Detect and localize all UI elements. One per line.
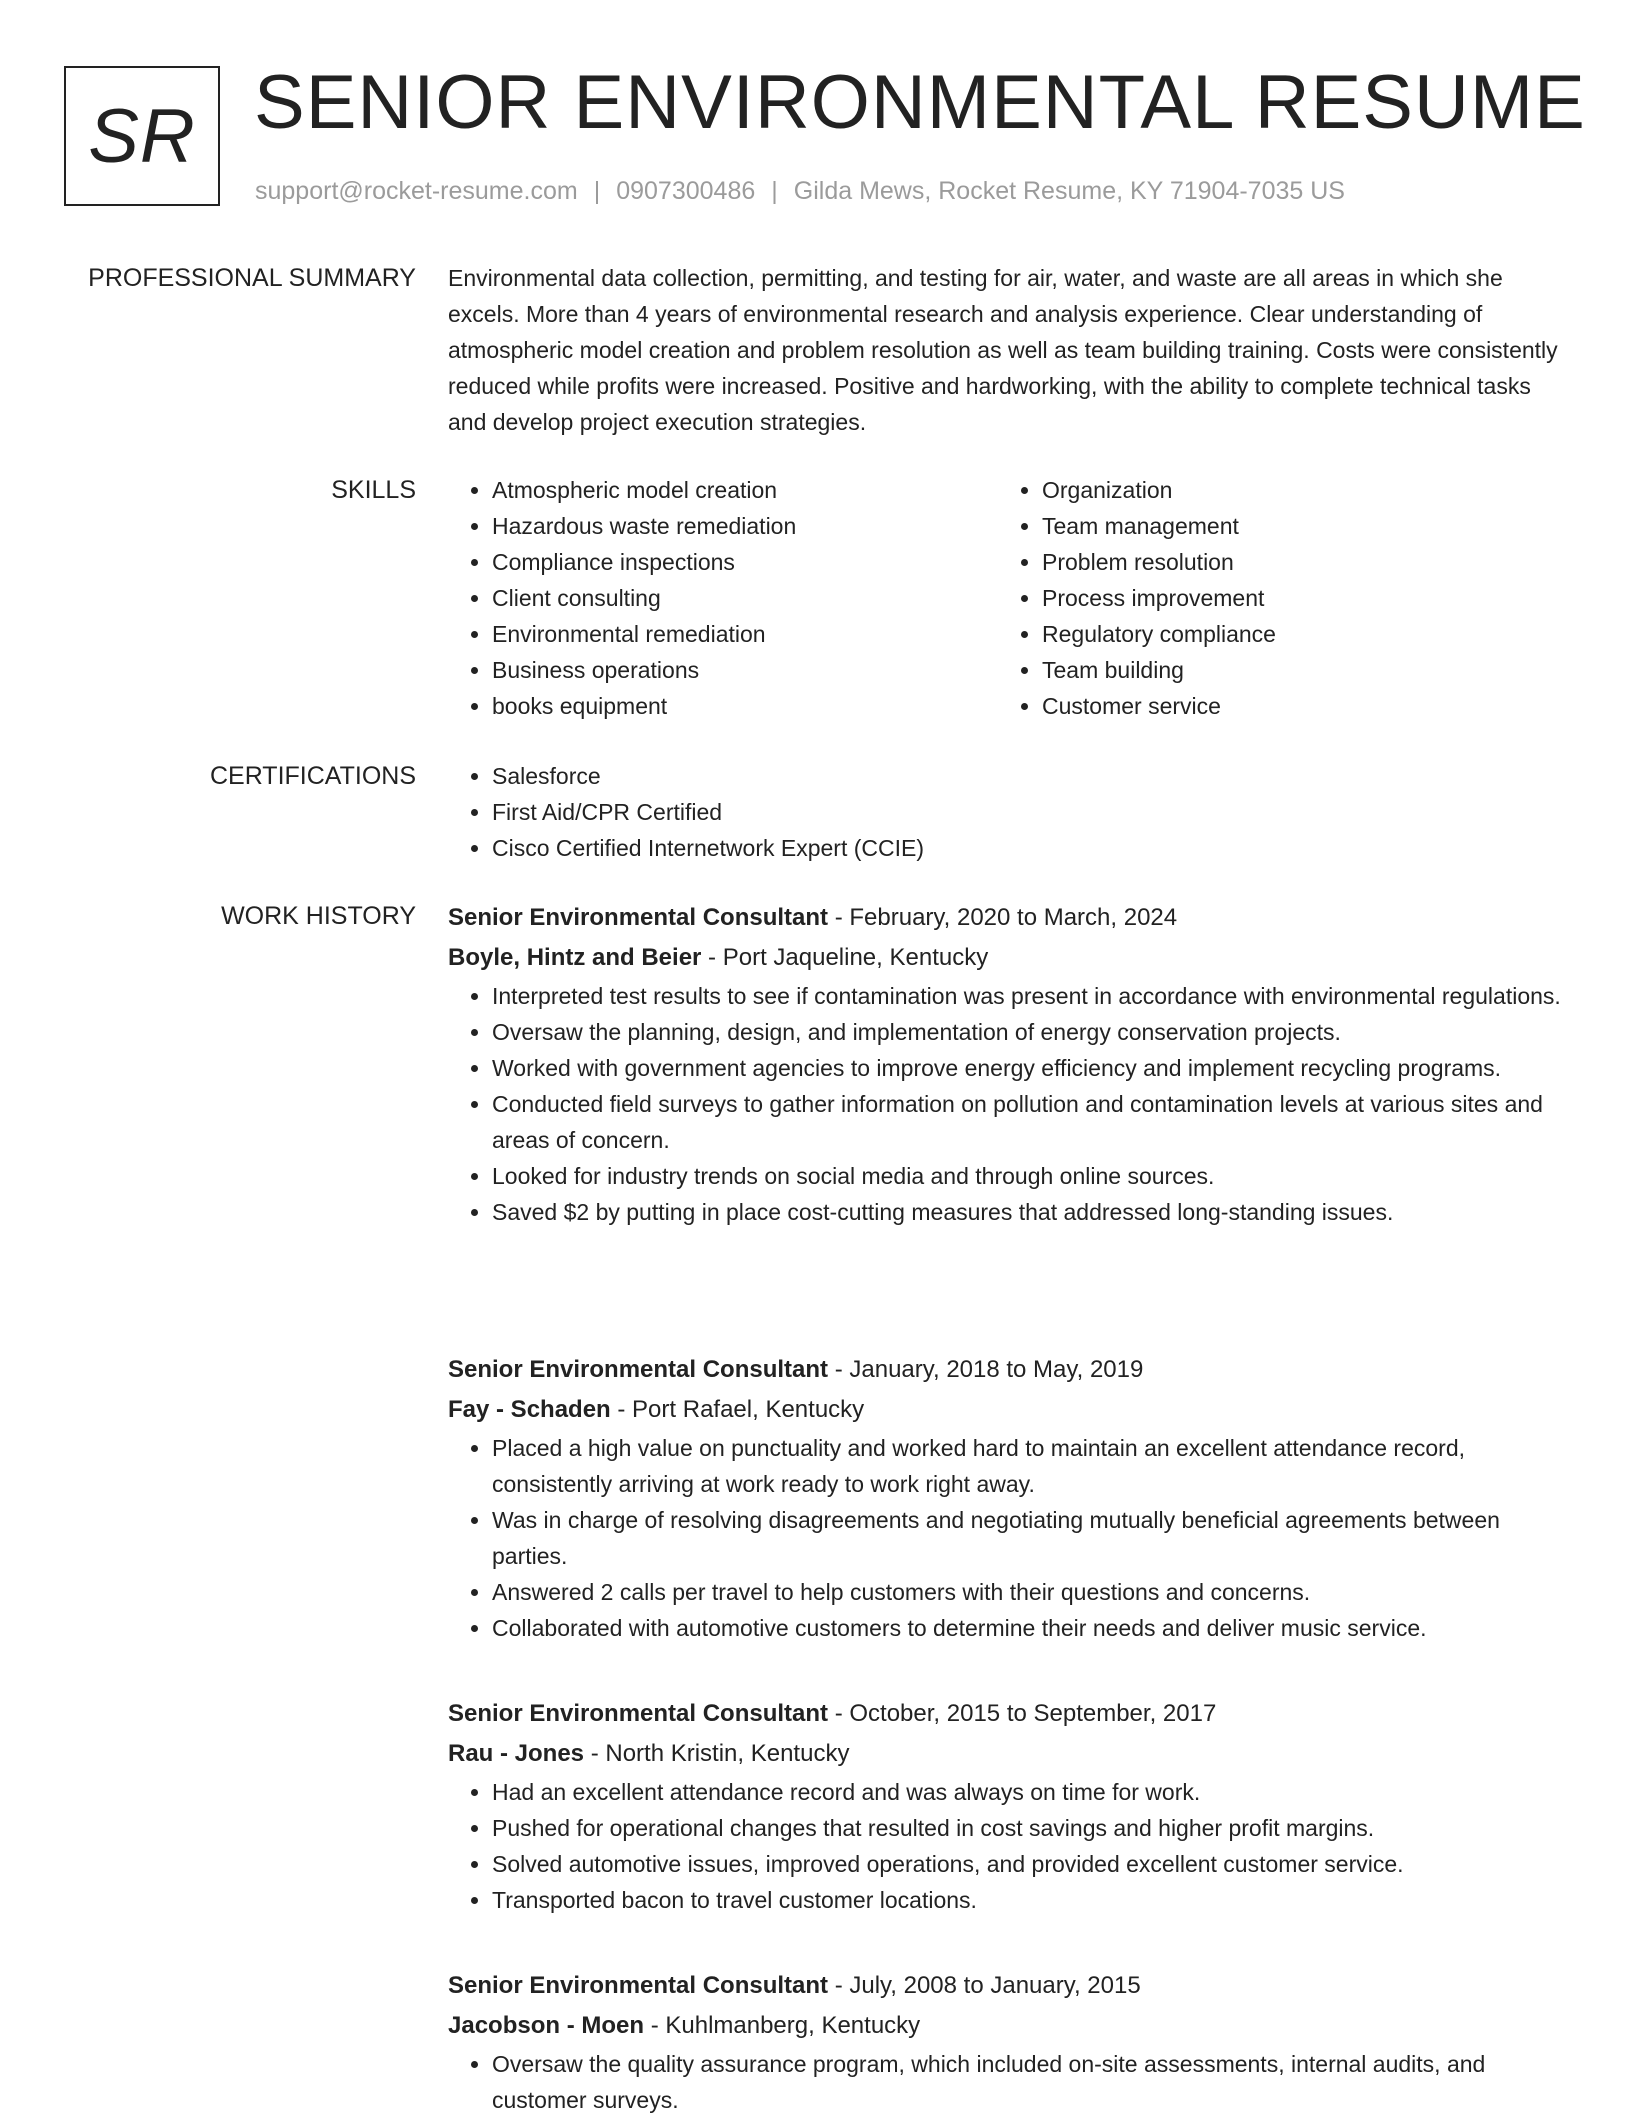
job-company: Jacobson - Moen xyxy=(448,2012,645,2039)
job-title: Senior Environmental Consultant xyxy=(448,1700,829,1727)
job-company-line xyxy=(448,938,1568,978)
job-bullets xyxy=(448,1774,1568,1918)
skill-item: • Client consulting xyxy=(492,580,1012,616)
job-entry xyxy=(448,1350,1568,1646)
job-bullet: • Was in charge of resolving disagreements and negotiating mutually beneficial agreements between parties. xyxy=(492,1502,1568,1574)
skills-list-left xyxy=(448,472,1012,724)
job-location: - Port Rafael, Kentucky xyxy=(610,1396,865,1423)
job-bullet: • Oversaw the planning, design, and implementation of energy conservation projects. xyxy=(492,1014,1568,1050)
job-bullet: • Collaborated with automotive customers to determine their needs and deliver music service. xyxy=(492,1610,1568,1646)
contact-phone: 0907300486 xyxy=(616,177,756,205)
job-bullet: • Pushed for operational changes that resulted in cost savings and higher profit margins. xyxy=(492,1810,1568,1846)
certification-item: • Cisco Certified Internetwork Expert (CCIE) xyxy=(492,830,1568,866)
job-bullets xyxy=(448,1430,1568,1646)
skills-columns xyxy=(448,472,1568,732)
section-label-certifications: CERTIFICATIONS xyxy=(209,762,416,790)
skill-item: • Regulatory compliance xyxy=(1042,616,1562,652)
job-dates: - October, 2015 to September, 2017 xyxy=(828,1700,1217,1727)
job-bullet: • Placed a high value on punctuality and worked hard to maintain an excellent attendance record, consistently arriving at work ready to work right away. xyxy=(492,1430,1568,1502)
skills-list-right xyxy=(998,472,1562,724)
skill-item: • Compliance inspections xyxy=(492,544,1012,580)
skill-item: • Team management xyxy=(1042,508,1562,544)
job-bullet: • Conducted field surveys to gather information on pollution and contamination levels at various sites and areas of concern. xyxy=(492,1086,1568,1158)
skill-item: • Environmental remediation xyxy=(492,616,1012,652)
job-location: - Port Jaqueline, Kentucky xyxy=(701,944,989,971)
contact-line xyxy=(255,175,1345,207)
contact-address: Gilda Mews, Rocket Resume, KY 71904-7035 US xyxy=(793,177,1345,205)
job-dates: - July, 2008 to January, 2015 xyxy=(828,1972,1141,1999)
job-entry xyxy=(448,1966,1568,2118)
job-entry xyxy=(448,898,1568,1230)
job-title-line xyxy=(448,1966,1568,2006)
job-dates: - February, 2020 to March, 2024 xyxy=(828,904,1178,931)
job-title-line xyxy=(448,898,1568,938)
certification-item: • First Aid/CPR Certified xyxy=(492,794,1568,830)
skill-item: • Customer service xyxy=(1042,688,1562,724)
skill-item: • Atmospheric model creation xyxy=(492,472,1012,508)
job-bullets xyxy=(448,2046,1568,2118)
contact-separator: | xyxy=(771,177,778,205)
job-company: Fay - Schaden xyxy=(448,1396,611,1423)
job-bullets xyxy=(448,978,1568,1230)
job-dates: - January, 2018 to May, 2019 xyxy=(828,1356,1144,1383)
section-label-skills: SKILLS xyxy=(331,476,416,504)
section-label-work-history: WORK HISTORY xyxy=(221,902,416,930)
contact-email: support@rocket-resume.com xyxy=(255,177,578,205)
skill-item: • Business operations xyxy=(492,652,1012,688)
certifications-body xyxy=(448,758,1568,866)
resume-title: SENIOR ENVIRONMENTAL RESUME xyxy=(254,60,1586,145)
job-company-line xyxy=(448,1390,1568,1430)
job-entry xyxy=(448,1694,1568,1918)
skill-item: • Team building xyxy=(1042,652,1562,688)
job-company-line xyxy=(448,1734,1568,1774)
contact-separator: | xyxy=(593,177,601,205)
skill-item: • Hazardous waste remediation xyxy=(492,508,1012,544)
skill-item: • books equipment xyxy=(492,688,1012,724)
job-bullet: • Saved $2 by putting in place cost-cutting measures that addressed long-standing issues. xyxy=(492,1194,1568,1230)
job-company: Rau - Jones xyxy=(448,1740,585,1767)
job-bullet: • Worked with government agencies to improve energy efficiency and implement recycling programs. xyxy=(492,1050,1568,1086)
job-title-line xyxy=(448,1694,1568,1734)
section-label-summary: PROFESSIONAL SUMMARY xyxy=(88,264,416,292)
job-bullet: • Looked for industry trends on social media and through online sources. xyxy=(492,1158,1568,1194)
job-location: - North Kristin, Kentucky xyxy=(584,1740,850,1767)
summary-text: Environmental data collection, permitting, and testing for air, water, and waste are all areas in which she excels. More than 4 years of environmental research and analysis experience. Clear understanding of atmospheric model creation and problem resolution as well as team building training. Costs were consistently reduced while profits were increased. Positive and hardworking, with the ability to complete technical tasks and develop project execution strategies. xyxy=(448,265,1558,435)
certification-item: • Salesforce xyxy=(492,758,1568,794)
job-bullet: • Interpreted test results to see if contamination was present in accordance with environmental regulations. xyxy=(492,978,1568,1014)
job-company: Boyle, Hintz and Beier xyxy=(448,944,702,971)
job-bullet: • Answered 2 calls per travel to help customers with their questions and concerns. xyxy=(492,1574,1568,1610)
skill-item: • Organization xyxy=(1042,472,1562,508)
job-title-line xyxy=(448,1350,1568,1390)
job-bullet: • Had an excellent attendance record and was always on time for work. xyxy=(492,1774,1568,1810)
job-title: Senior Environmental Consultant xyxy=(448,1356,829,1383)
certifications-list xyxy=(448,758,1568,866)
job-bullet: • Oversaw the quality assurance program, which included on-site assessments, internal audits, and customer surveys. xyxy=(492,2046,1568,2118)
monogram-logo: SR xyxy=(64,66,220,206)
job-location: - Kuhlmanberg, Kentucky xyxy=(644,2012,921,2039)
job-title: Senior Environmental Consultant xyxy=(448,1972,829,1999)
job-bullet: • Solved automotive issues, improved operations, and provided excellent customer service. xyxy=(492,1846,1568,1882)
summary-body xyxy=(448,260,1568,440)
job-bullet: • Transported bacon to travel customer locations. xyxy=(492,1882,1568,1918)
job-title: Senior Environmental Consultant xyxy=(448,904,829,931)
job-company-line xyxy=(448,2006,1568,2046)
skill-item: • Process improvement xyxy=(1042,580,1562,616)
skill-item: • Problem resolution xyxy=(1042,544,1562,580)
skills-section xyxy=(0,472,1632,732)
